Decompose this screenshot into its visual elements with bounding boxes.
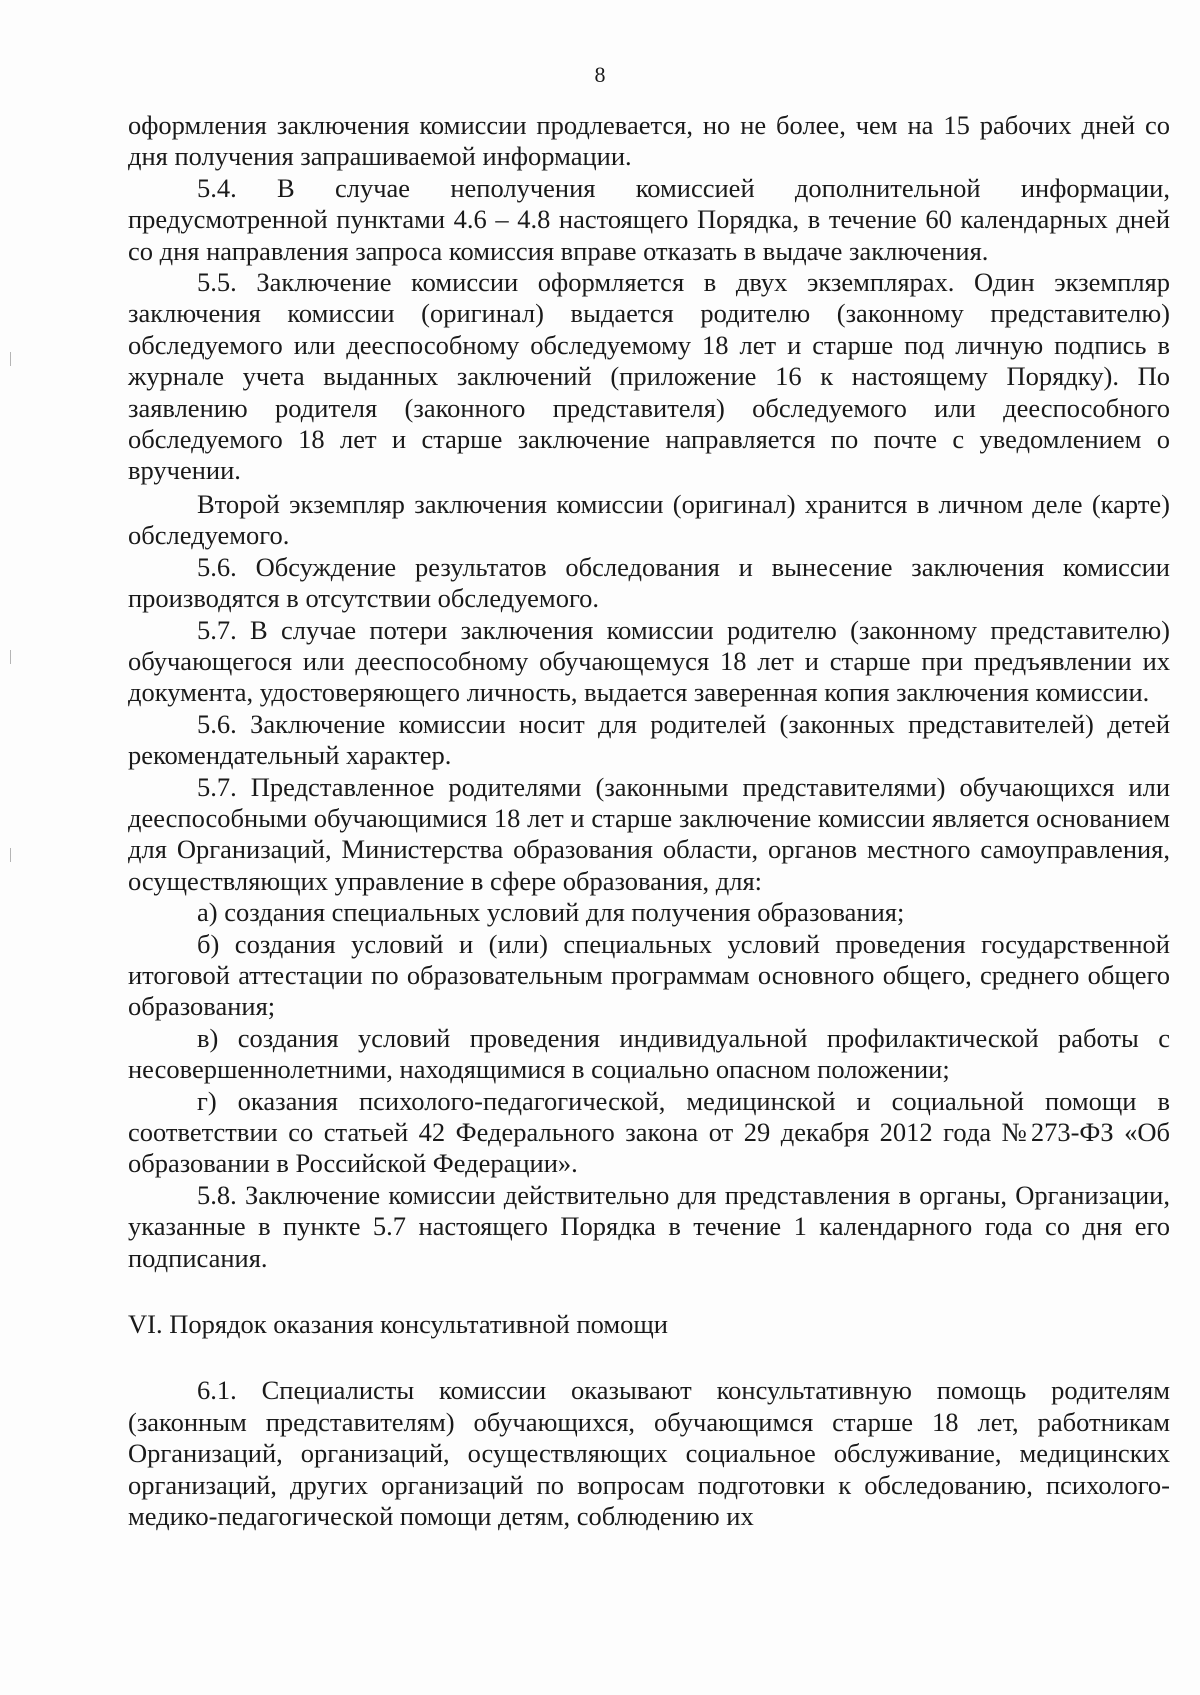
paragraph-5-7-basis: 5.7. Представленное родителями (законными представителями) обучающихся или дееспособными обучающимися 18 лет и старше заключение комиссии является основанием для Организаций, Министерства образования области, органов местного самоуправления, осуществляющих управление в сфере образования, для: [128,771,1170,896]
paragraph-continuation: оформления заключения комиссии продлевается, но не более, чем на 15 рабочих дней со дня получения запрашиваемой информации. [128,110,1170,172]
page-number: 8 [594,62,606,87]
paragraph-5-7-loss: 5.7. В случае потери заключения комиссии родителю (законному представителю) обучающегося или дееспособному обучающемуся 18 лет и старше при предъявлении их документа, удостоверяющего личность, выдается заверенная копия заключения комиссии. [128,614,1170,708]
paragraph-5-4: 5.4. В случае неполучения комиссией дополнительной информации, предусмотренной пунктами 4.6 – 4.8 настоящего Порядка, в течение 60 календарных дней со дня направления запроса комиссия вправе отказать в выдаче заключения. [128,172,1170,266]
paragraph-5-6-discussion: 5.6. Обсуждение результатов обследования и вынесение заключения комиссии производятся в отсутствии обследуемого. [128,551,1170,614]
paragraph-second-copy: Второй экземпляр заключения комиссии (оригинал) хранится в личном деле (карте) обследуемого. [128,488,1170,551]
list-item-g: г) оказания психолого-педагогической, медицинской и социальной помощи в соответствии со статьей 42 Федерального закона от 29 декабря 2012 года №273-ФЗ «Об образовании в Российской Федерации». [128,1085,1170,1179]
list-item-a: а) создания специальных условий для получения образования; [197,897,905,928]
scan-margin-mark [10,352,11,366]
document-body [128,110,1170,1532]
paragraph-5-8: 5.8. Заключение комиссии действительно для представления в органы, Организации, указанные в пункте 5.7 настоящего Порядка в течение 1 календарного года со дня его подписания. [128,1179,1170,1273]
paragraph-5-5: 5.5. Заключение комиссии оформляется в двух экземплярах. Один экземпляр заключения комиссии (оригинал) выдается родителю (законному представителю) обследуемого или дееспособному обследуемому 18 лет и старше под личную подпись в журнале учета выданных заключений (приложение 16 к настоящему Порядку). По заявлению родителя (законного представителя) обследуемого или дееспособного обследуемого 18 лет и старше заключение направляется по почте с уведомлением о вручении. [128,267,1170,486]
list-item-b: б) создания условий и (или) специальных условий проведения государственной итоговой аттестации по образовательным программам основного общего, среднего общего образования; [128,928,1170,1022]
scan-margin-mark [10,848,11,862]
paragraph-5-6-recommendation: 5.6. Заключение комиссии носит для родителей (законных представителей) детей рекомендательный характер. [128,708,1170,771]
scan-margin-mark [10,650,11,664]
list-item-v: в) создания условий проведения индивидуальной профилактической работы с несовершеннолетними, находящимися в социально опасном положении; [128,1022,1170,1085]
section-heading: VI. Порядок оказания консультативной помощи [128,1309,668,1340]
paragraph-6-1: 6.1. Специалисты комиссии оказывают консультативную помощь родителям (законным представителям) обучающихся, обучающимся старше 18 лет, работникам Организаций, организаций, осуществляющих социальное обслуживание, медицинских организаций, других организаций по вопросам подготовки к обследованию, психолого-медико-педагогической помощи детям, соблюдению их [128,1375,1170,1532]
